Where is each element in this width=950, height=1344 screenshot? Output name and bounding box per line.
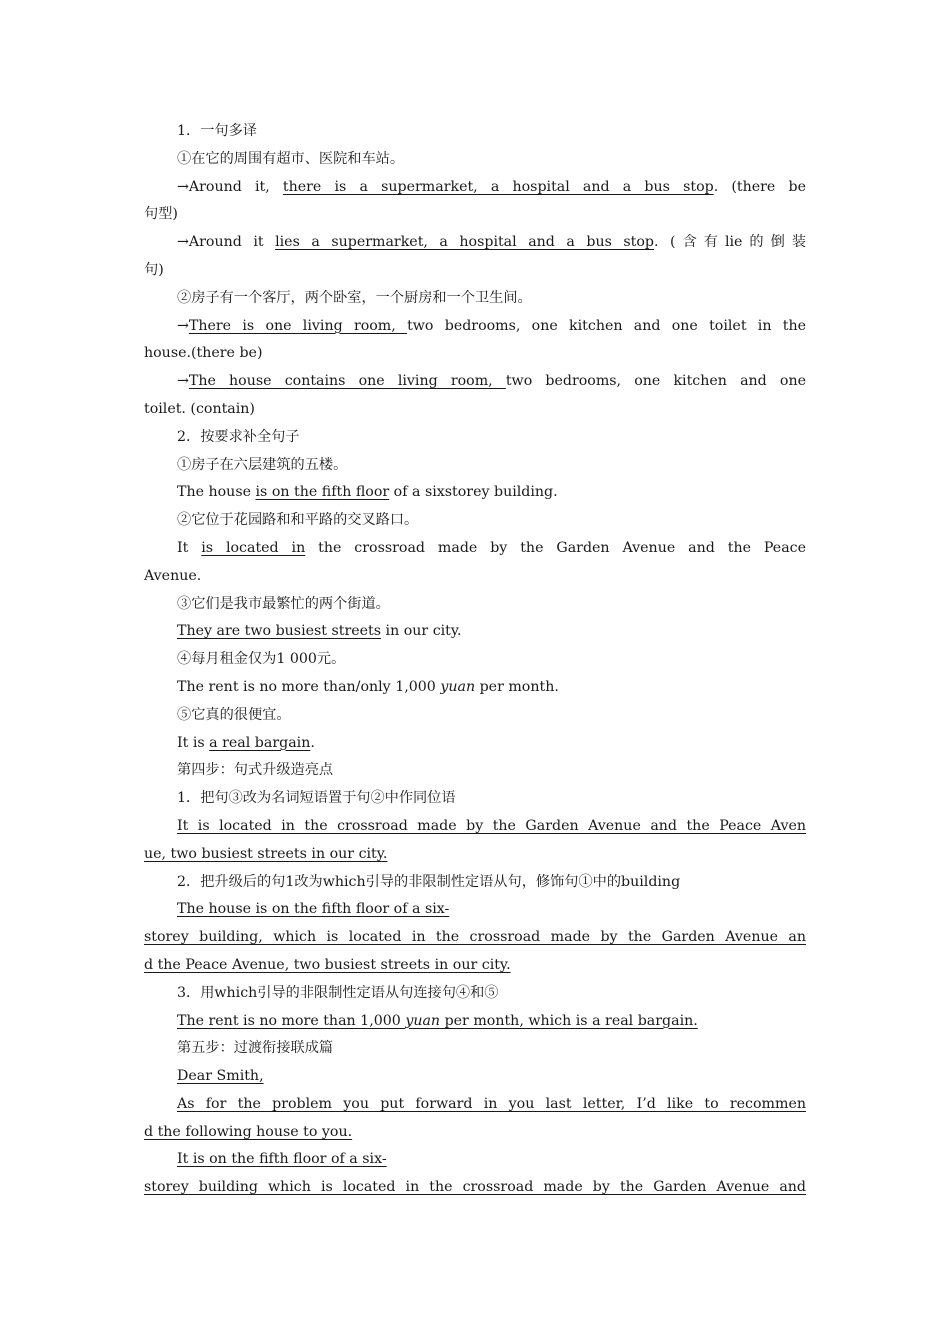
text-line [144, 313, 806, 341]
text-segment: It [177, 539, 202, 556]
underlined-answer: Dear Smith, [177, 1068, 264, 1085]
text-line [144, 813, 806, 841]
text-segment: 2．按要求补全句子 [177, 428, 300, 445]
text-line [144, 229, 806, 257]
text-line [144, 952, 806, 980]
text-line [144, 535, 806, 563]
underlined-answer: d the following house to you. [144, 1123, 353, 1140]
text-segment: ②房子有一个客厅，两个卧室，一个厨房和一个卫生间。 [177, 289, 532, 306]
underlined-answer: yuan [405, 1012, 441, 1029]
text-segment: It is [177, 734, 210, 751]
text-line [144, 563, 806, 591]
text-segment: in our city. [381, 623, 462, 640]
text-segment: ①在它的周围有超市、医院和车站。 [177, 150, 405, 167]
text-segment: yuan [440, 678, 476, 695]
text-segment: The rent is no more than/only 1,000 [177, 678, 441, 695]
text-line [144, 646, 806, 674]
text-segment: 第五步：过渡衔接联成篇 [177, 1040, 334, 1057]
text-line [144, 674, 806, 702]
text-segment: Avenue. [144, 567, 202, 584]
underlined-answer: is located in [201, 539, 306, 556]
text-segment: 1．把句③改为名词短语置于句②中作同位语 [177, 790, 456, 807]
text-line [144, 201, 806, 229]
text-segment: → [177, 317, 189, 334]
text-segment: of a sixstorey building. [389, 484, 558, 501]
text-segment: two bedrooms, one kitchen and one [505, 373, 806, 390]
text-line [144, 396, 806, 424]
text-line [144, 118, 806, 146]
underlined-answer: a real bargain [209, 734, 311, 751]
document-body [144, 118, 806, 1202]
text-line [144, 479, 806, 507]
underlined-answer: The house is on the fifth floor of a six- [177, 901, 450, 918]
text-line [144, 869, 806, 897]
underlined-answer: The rent is no more than 1,000 [177, 1012, 406, 1029]
text-segment: ①房子在六层建筑的五楼。 [177, 456, 348, 473]
text-line [144, 702, 806, 730]
text-line [144, 1119, 806, 1147]
underlined-answer: As for the problem you put forward in you last letter, I’d like to recommen [177, 1095, 806, 1112]
text-line [144, 174, 806, 202]
underlined-answer: per month, which is a real bargain. [440, 1012, 698, 1029]
underlined-answer: They are two busiest streets [177, 623, 382, 640]
text-segment: →Around it [177, 234, 276, 251]
text-line [144, 1146, 806, 1174]
text-line [144, 452, 806, 480]
text-line [144, 841, 806, 869]
text-line [144, 368, 806, 396]
text-segment: two bedrooms, one kitchen and one toilet in the [407, 317, 806, 334]
underlined-answer: The house contains one living room, [188, 373, 506, 390]
text-segment: 第四步：句式升级造亮点 [177, 762, 334, 779]
text-line [144, 618, 806, 646]
text-line [144, 285, 806, 313]
text-segment: 句型) [144, 206, 178, 223]
text-line [144, 1091, 806, 1119]
underlined-answer: storey building which is located in the crossroad made by the Garden Avenue and [144, 1179, 806, 1196]
text-segment: 1．一句多译 [177, 123, 257, 139]
text-segment: . [310, 734, 315, 751]
text-line [144, 507, 806, 535]
text-segment: → [177, 373, 189, 390]
text-segment: ③它们是我市最繁忙的两个街道。 [177, 595, 390, 612]
text-segment: 2．把升级后的句1改为which引导的非限制性定语从句，修饰句①中的building [177, 873, 681, 890]
text-segment: The house [177, 484, 256, 501]
text-segment: 3．用which引导的非限制性定语从句连接句④和⑤ [177, 984, 499, 1001]
text-segment: 句) [144, 261, 164, 278]
underlined-answer: ue, two busiest streets in our city. [144, 845, 388, 862]
text-segment: . (there be [713, 178, 806, 195]
text-segment: . (含有lie的倒装 [654, 234, 807, 251]
text-segment: ⑤它真的很便宜。 [177, 706, 291, 723]
text-segment: house.(there be) [144, 345, 263, 362]
text-segment: →Around it, [177, 178, 283, 195]
underlined-answer: storey building, which is located in the crossroad made by the Garden Avenue an [144, 929, 806, 946]
text-line [144, 340, 806, 368]
text-line [144, 785, 806, 813]
underlined-answer: It is on the fifth floor of a six- [177, 1151, 387, 1168]
text-line [144, 146, 806, 174]
text-segment: per month. [475, 678, 559, 695]
underlined-answer: There is one living room, [188, 317, 408, 334]
underlined-answer: there is a supermarket, a hospital and a bus stop [282, 178, 714, 195]
text-segment: the crossroad made by the Garden Avenue and the Peace [305, 539, 806, 556]
text-segment: ④每月租金仅为1 000元。 [177, 651, 346, 668]
text-line [144, 591, 806, 619]
underlined-answer: lies a supermarket, a hospital and a bus stop [275, 234, 654, 251]
text-line [144, 1008, 806, 1036]
text-line [144, 924, 806, 952]
text-line [144, 757, 806, 785]
underlined-answer: It is located in the crossroad made by the Garden Avenue and the Peace Aven [177, 817, 806, 834]
text-line [144, 1035, 806, 1063]
text-line [144, 257, 806, 285]
text-segment: ②它位于花园路和和平路的交叉路口。 [177, 512, 419, 529]
underlined-answer: is on the fifth floor [255, 484, 390, 501]
text-line [144, 1174, 806, 1202]
text-line [144, 1063, 806, 1091]
text-line [144, 980, 806, 1008]
text-line [144, 730, 806, 758]
text-line [144, 424, 806, 452]
text-line [144, 896, 806, 924]
underlined-answer: d the Peace Avenue, two busiest streets in our city. [144, 956, 511, 973]
text-segment: toilet. (contain) [144, 400, 255, 417]
